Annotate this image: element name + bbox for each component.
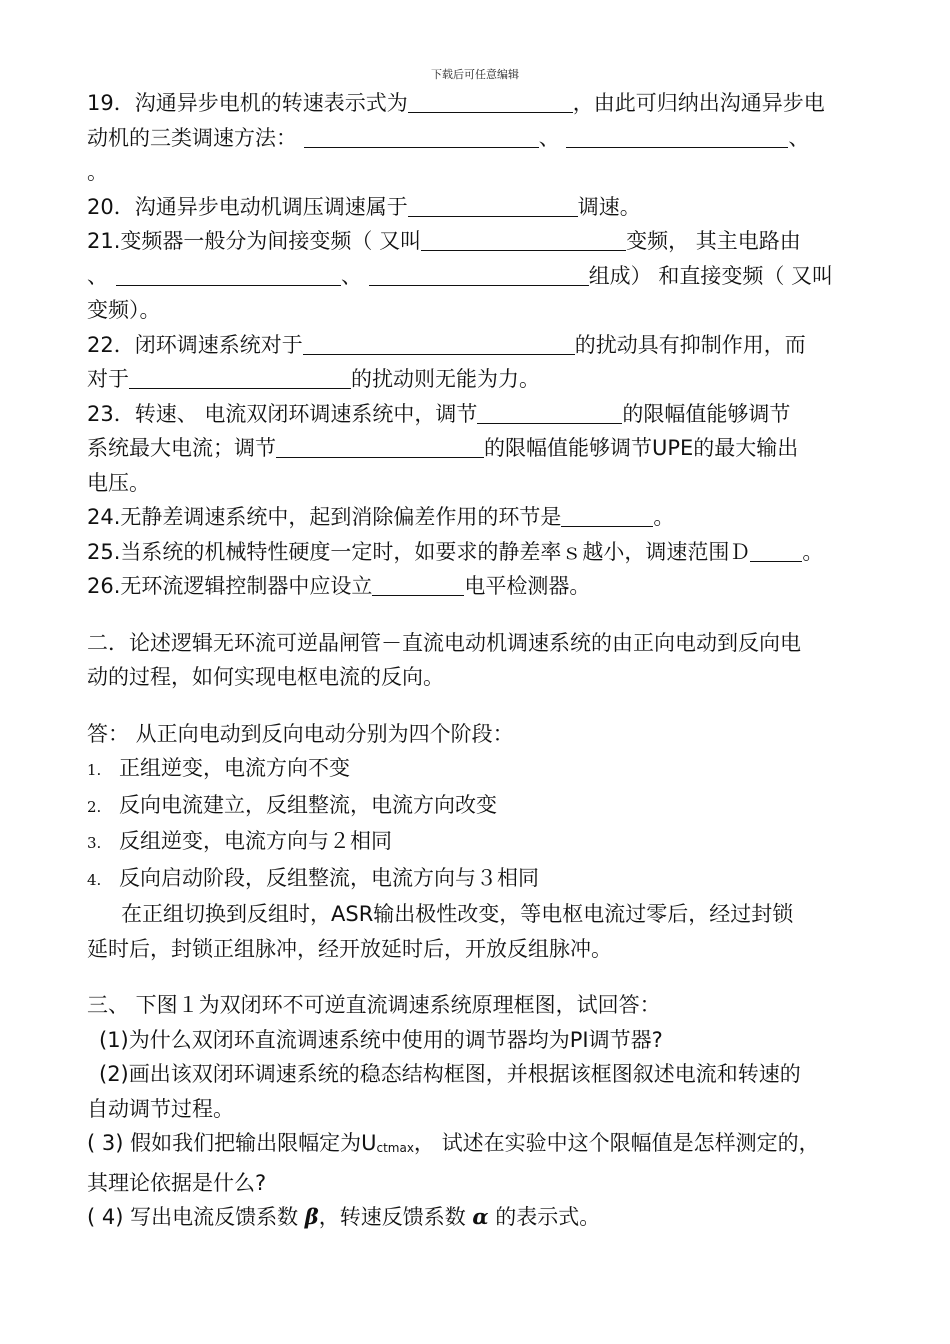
q21-text-e: 组成） 和直接变频（ 又叫 — [588, 263, 834, 288]
q20-text-a: 20．沟通异步电动机调压调速属于 — [87, 194, 408, 219]
step-text: 正组逆变，电流方向不变 — [119, 756, 350, 780]
answer-paragraph-line-2: 延时后，封锁正组脉冲，经开放延时后，开放反组脉冲。 — [87, 936, 612, 961]
q23-blank-2 — [276, 435, 484, 458]
q26-text-b: 电平检测器。 — [464, 574, 591, 598]
q19-text-b: ，由此可归纳出沟通异步电 — [572, 91, 825, 115]
q3-subscript: ctmax — [376, 1141, 414, 1155]
step-number: 1. — [87, 761, 102, 779]
section-3-q2-line-1: (2)画出该双闭环调速系统的稳态结构框图，并根据该框图叙述电流和转速的 — [99, 1062, 801, 1086]
answer-intro: 答： 从正向电动到反向电动分别为四个阶段： — [87, 721, 514, 746]
q22-blank-1 — [303, 332, 575, 355]
q22-text-c: 对于 — [87, 367, 129, 391]
question-19-line-1 — [87, 86, 892, 121]
step-text: 反向启动阶段，反组整流，电流方向与３相同 — [119, 865, 539, 890]
q26-text-a: 26.无环流逻辑控制器中应设立 — [87, 574, 373, 598]
q19-sep-2: 、 — [788, 125, 810, 150]
q21-text-b: 变频， 其主电路由 — [626, 229, 801, 253]
q22-blank-2 — [129, 366, 351, 389]
step-text: 反组逆变，电流方向与２相同 — [119, 829, 392, 853]
q4-text-mid: ，转速反馈系数 — [318, 1205, 473, 1229]
question-23-line-1 — [87, 397, 892, 432]
question-22-line-2 — [87, 362, 892, 397]
q21-blank-1 — [421, 228, 626, 251]
q24-text-a: 24.无静差调速系统中，起到消除偏差作用的环节是 — [87, 505, 562, 529]
section-gap — [87, 966, 892, 988]
q24-blank — [561, 504, 653, 527]
q24-text-b: 。 — [653, 505, 675, 529]
q20-blank — [408, 194, 578, 217]
beta-symbol: β — [304, 1204, 319, 1229]
q21-blank-3 — [369, 263, 589, 286]
q23-text-c: 系统最大电流；调节 — [87, 436, 276, 460]
answer-paragraph-line-1: 在正组切换到反组时，ASR输出极性改变，等电枢电流过零后，经过封锁 — [121, 902, 794, 926]
q21-text-a: 21.变频器一般分为间接变频（ 又叫 — [87, 229, 422, 253]
section-3-q3-line-1 — [87, 1126, 892, 1166]
q25-text-a: 25.当系统的机械特性硬度一定时，如要求的静差率ｓ越小，调速范围Ｄ — [87, 539, 751, 564]
question-20 — [87, 190, 892, 225]
step-number: 4. — [87, 870, 102, 889]
q4-text-pre: ( 4) 写出电流反馈系数 — [87, 1205, 305, 1229]
q23-text-a: 23．转速、 电流双闭环调速系统中，调节 — [87, 401, 478, 426]
section-3-q2-line-2: 自动调节过程。 — [87, 1096, 234, 1121]
q23-text-b: 的限幅值能够调节 — [622, 401, 791, 426]
section-3-q1: (1)为什么双闭环直流调速系统中使用的调节器均为PI调节器? — [99, 1027, 663, 1052]
alpha-symbol: α — [472, 1204, 489, 1229]
question-21-line-3 — [87, 293, 892, 328]
question-19-line-2 — [87, 121, 892, 156]
q19-text-a: 19．沟通异步电机的转速表示式为 — [87, 91, 408, 115]
question-23-line-3 — [87, 466, 892, 501]
q21-text-c: 、 — [87, 263, 108, 288]
section-2-title-line-1: 二．论述逻辑无环流可逆晶闸管－直流电动机调速系统的由正向电动到反向电 — [87, 630, 801, 655]
question-22-line-1 — [87, 328, 892, 363]
q19-end: 。 — [87, 160, 108, 184]
q19-blank-3 — [566, 125, 788, 148]
q3-text-pre: ( 3) 假如我们把输出限幅定为U — [87, 1131, 377, 1155]
question-24 — [87, 500, 892, 535]
q19-text-c: 动机的三类调速方法： — [87, 125, 297, 150]
q22-text-d: 的扰动则无能为力。 — [351, 367, 540, 391]
step-number: 2. — [87, 797, 102, 816]
q26-blank — [372, 573, 464, 596]
answer-step — [87, 861, 892, 898]
q23-text-e: 电压。 — [87, 470, 150, 495]
q20-text-b: 调速。 — [577, 194, 641, 219]
question-23-line-2 — [87, 431, 892, 466]
section-2-title-line-2: 动的过程，如何实现电枢电流的反向。 — [87, 665, 444, 689]
q22-text-a: 22．闭环调速系统对于 — [87, 332, 303, 357]
q21-text-f: 变频）。 — [87, 298, 161, 322]
answer-step — [87, 788, 892, 825]
q21-blank-2 — [116, 263, 341, 286]
question-26 — [87, 569, 892, 604]
question-21-line-2 — [87, 259, 892, 294]
section-3-title: 三、 下图１为双闭环不可逆直流调速系统原理框图，试回答： — [87, 993, 661, 1017]
header-note: 下载后可任意编辑 — [431, 68, 519, 81]
section-3-q4 — [87, 1200, 892, 1235]
question-25 — [87, 535, 892, 570]
answer-step — [87, 751, 892, 788]
document-content — [87, 86, 892, 1235]
q3-text-post: ， 试述在实验中这个限幅值是怎样测定的， — [413, 1131, 820, 1155]
q22-text-b: 的扰动具有抑制作用，而 — [574, 332, 806, 357]
question-21-line-1 — [87, 224, 892, 259]
q19-blank-1 — [408, 90, 573, 113]
section-gap — [87, 695, 892, 717]
step-text: 反向电流建立，反组整流，电流方向改变 — [119, 792, 497, 817]
q21-text-d: 、 — [341, 263, 362, 288]
question-19-line-3 — [87, 155, 892, 190]
q19-sep-1: 、 — [538, 125, 560, 150]
q23-text-d: 的限幅值能够调节UPE的最大输出 — [484, 436, 799, 460]
q4-text-post: 的表示式。 — [488, 1205, 601, 1229]
section-3-q3-line-2: 其理论依据是什么? — [87, 1170, 267, 1195]
q25-text-b: 。 — [802, 539, 824, 564]
q23-blank-1 — [477, 401, 622, 424]
q19-blank-2 — [304, 125, 539, 148]
step-number: 3. — [87, 834, 102, 852]
q25-blank — [750, 539, 802, 562]
section-gap — [87, 604, 892, 626]
answer-step — [87, 824, 892, 861]
